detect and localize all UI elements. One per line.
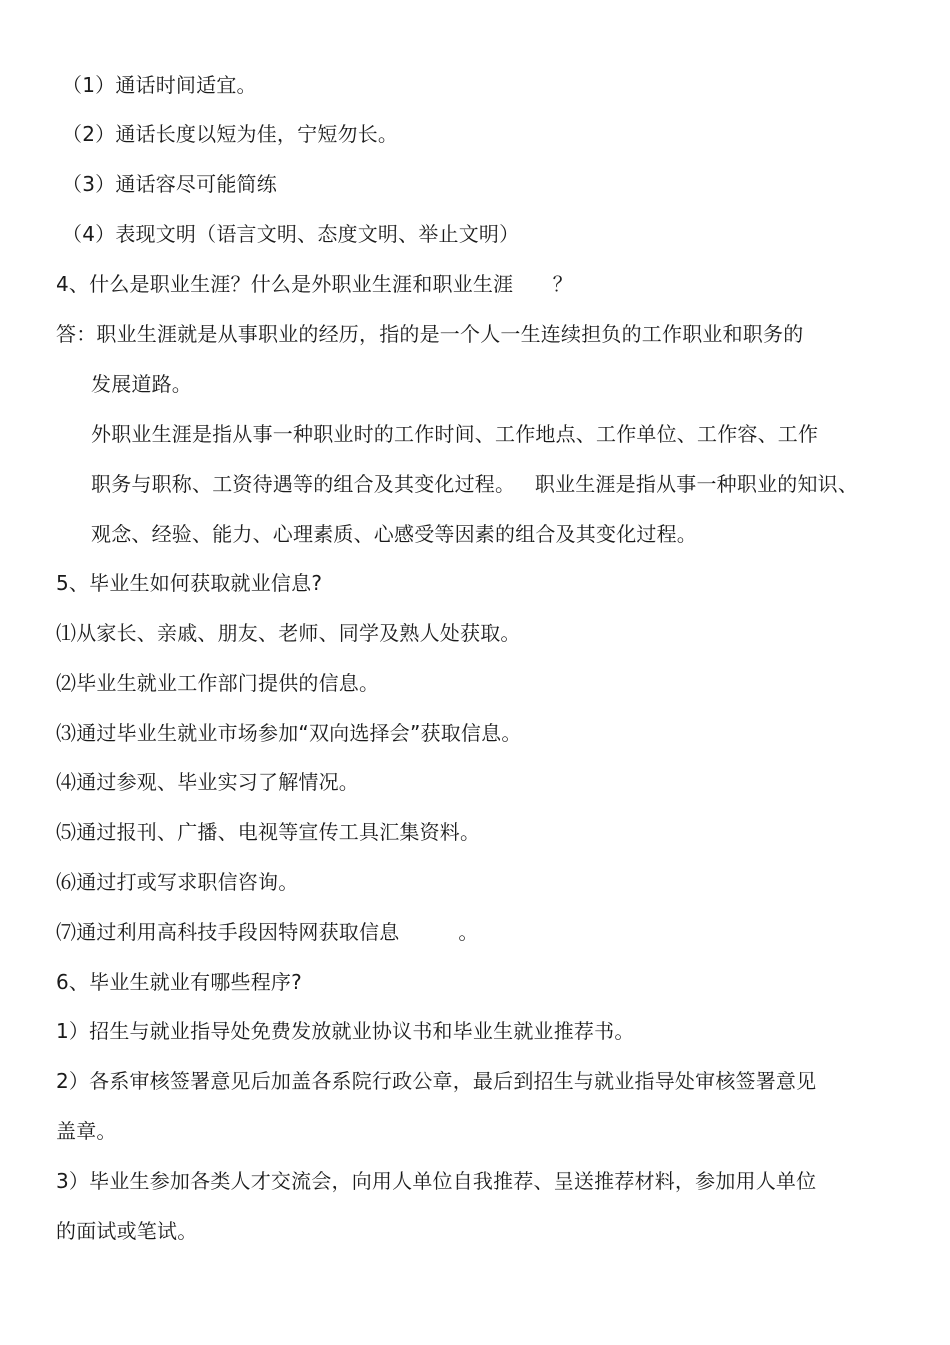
question-5-item-7: ⑺通过利用高科技手段因特网获取信息 。: [56, 920, 479, 944]
question-5-item-4: ⑷通过参观、毕业实习了解情况。: [56, 770, 359, 794]
phone-item-3: （3）通话容尽可能简练: [62, 172, 277, 196]
question-6-item-2-line-2: 盖章。: [56, 1119, 117, 1143]
question-4-answer-line-5: 观念、经验、能力、心理素质、心感受等因素的组合及其变化过程。: [91, 522, 697, 546]
question-5-heading: 5、毕业生如何获取就业信息?: [56, 571, 323, 595]
question-6-item-1: 1）招生与就业指导处免费发放就业协议书和毕业生就业推荐书。: [56, 1019, 635, 1043]
question-4-answer-line-1: 答：职业生涯就是从事职业的经历，指的是一个人一生连续担负的工作职业和职务的: [56, 322, 804, 346]
question-5-item-2: ⑵毕业生就业工作部门提供的信息。: [56, 671, 380, 695]
question-4-answer-line-3: 外职业生涯是指从事一种职业时的工作时间、工作地点、工作单位、工作容、工作: [91, 422, 819, 446]
question-4-answer-line-4: 职务与职称、工资待遇等的组合及其变化过程。 职业生涯是指从事一种职业的知识、: [91, 472, 859, 496]
question-6-item-3-line-1: 3）毕业生参加各类人才交流会，向用人单位自我推荐、呈送推荐材料，参加用人单位: [56, 1169, 817, 1193]
question-4-answer-line-2: 发展道路。: [91, 372, 192, 396]
question-6-item-3-line-2: 的面试或笔试。: [56, 1219, 198, 1243]
question-6-heading: 6、毕业生就业有哪些程序?: [56, 970, 302, 994]
question-5-item-3: ⑶通过毕业生就业市场参加“双向选择会”获取信息。: [56, 721, 522, 745]
question-5-item-1: ⑴从家长、亲戚、朋友、老师、同学及熟人处获取。: [56, 621, 521, 645]
phone-item-4: （4）表现文明（语言文明、态度文明、举止文明）: [62, 222, 520, 246]
question-4-heading: 4、什么是职业生涯？什么是外职业生涯和职业生涯 ？: [56, 272, 573, 296]
phone-item-2: （2）通话长度以短为佳，宁短勿长。: [62, 122, 399, 146]
phone-item-1: （1）通话时间适宜。: [62, 73, 257, 97]
question-5-item-5: ⑸通过报刊、广播、电视等宣传工具汇集资料。: [56, 820, 481, 844]
question-6-item-2-line-1: 2）各系审核签署意见后加盖各系院行政公章，最后到招生与就业指导处审核签署意见: [56, 1069, 817, 1093]
question-5-item-6: ⑹通过打或写求职信咨询。: [56, 870, 299, 894]
